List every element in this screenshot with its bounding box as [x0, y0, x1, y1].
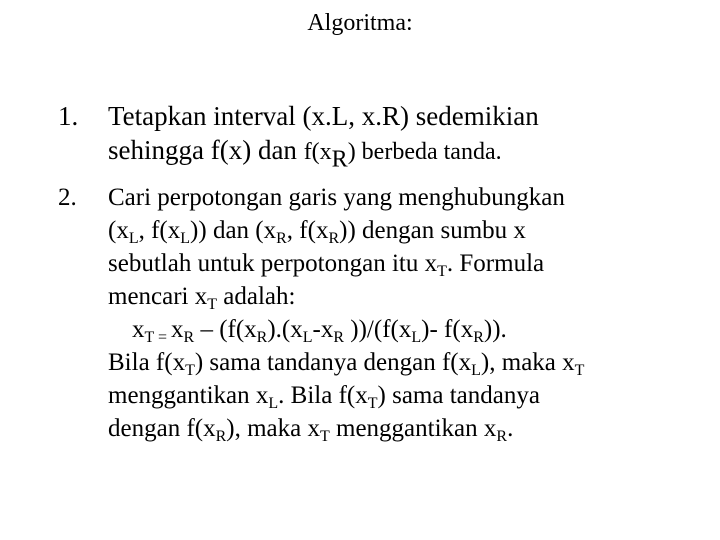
text-line [108, 181, 708, 214]
text-run: menggantikan x [329, 415, 497, 442]
subscript-text: T [574, 362, 585, 380]
text-run: x [171, 316, 184, 343]
text-run: )) dengan sumbu x [339, 217, 526, 244]
text-run: sebutlah untuk perpotongan itu x [108, 250, 438, 277]
subscript-text: R [331, 146, 348, 173]
subscript-text: R [215, 428, 227, 446]
text-run: f(x [303, 139, 332, 165]
text-line [108, 412, 708, 445]
text-run: (x [108, 217, 129, 244]
subscript-text: T = [144, 329, 172, 347]
text-run: dengan f(x [108, 415, 216, 442]
text-line [108, 313, 708, 346]
subscript-text: T [437, 263, 447, 281]
subscript-text: T [185, 362, 195, 380]
subscript-text: L [302, 329, 313, 347]
text-run: )) dan (x [190, 217, 277, 244]
text-run: , f(x [286, 217, 329, 244]
text-run: ) sama tandanya dengan f(x [194, 349, 472, 376]
text-run: , f(x [138, 217, 181, 244]
text-run: x [132, 316, 145, 343]
subscript-text: L [128, 230, 139, 248]
text-run: – (f(x [194, 316, 257, 343]
subscript-text: R [256, 329, 268, 347]
text-run: ) berbeda tanda. [347, 139, 502, 165]
text-run: mencari x [108, 283, 208, 310]
subscript-text: R [473, 329, 484, 347]
text-line [108, 346, 708, 379]
text-run: )). [483, 316, 507, 343]
text-line [108, 280, 708, 313]
text-run: Bila f(x [108, 349, 186, 376]
text-run: ) sama tandanya [377, 382, 540, 409]
text-run: . Formula [446, 250, 545, 277]
text-line [108, 247, 708, 280]
text-run: ).(x [267, 316, 303, 343]
subscript-text: R [276, 230, 287, 248]
text-run: ), maka x [226, 415, 320, 442]
subscript-text: T [367, 395, 378, 413]
subscript-text: L [471, 362, 481, 380]
text-run: )- f(x [421, 316, 474, 343]
text-run: . [507, 415, 514, 442]
step-1-number: 1. [58, 101, 79, 131]
text-run: adalah: [217, 283, 296, 310]
text-run: Cari perpotongan garis yang menghubungkan [108, 184, 565, 211]
subscript-text: L [268, 395, 279, 413]
step-2-number: 2. [58, 184, 77, 211]
subscript-text: L [180, 230, 191, 248]
text-run: Tetapkan interval (x.L, x.R) sedemikian [108, 101, 539, 131]
step-2-text [108, 181, 708, 445]
text-run: sehingga f(x) dan [108, 135, 304, 165]
text-line [108, 133, 708, 173]
text-run: -x [312, 316, 334, 343]
text-run: . Bila f(x [278, 382, 368, 409]
subscript-text: R [183, 329, 195, 347]
subscript-text: R [496, 428, 508, 446]
text-line [108, 214, 708, 247]
slide-title: Algoritma: [307, 10, 413, 36]
text-line [108, 99, 708, 133]
subscript-text: R [333, 329, 345, 347]
text-line [108, 379, 708, 412]
subscript-text: T [207, 296, 218, 314]
text-run: ))/(f(x [344, 316, 412, 343]
text-run: ), maka x [480, 349, 575, 376]
step-1-text [108, 99, 708, 173]
subscript-text: R [328, 230, 340, 248]
subscript-text: L [411, 329, 422, 347]
subscript-text: T [319, 428, 330, 446]
text-run: menggantikan x [108, 382, 269, 409]
